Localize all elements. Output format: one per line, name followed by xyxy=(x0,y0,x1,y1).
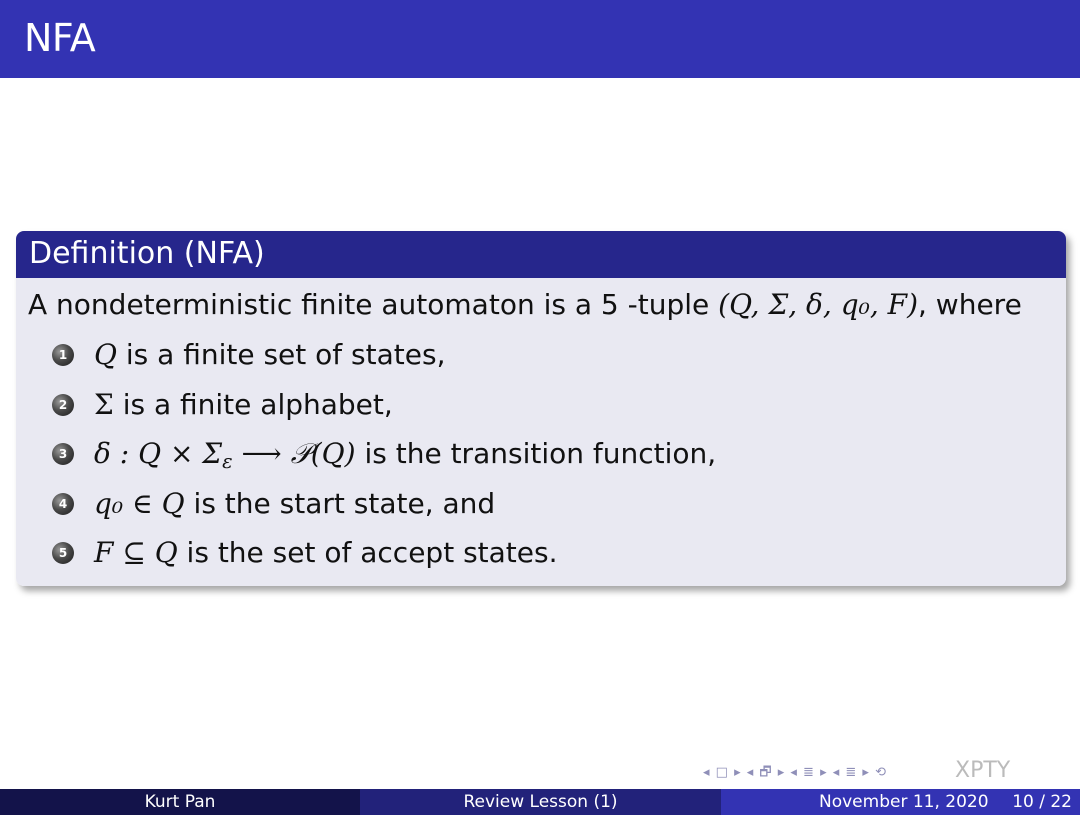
item-math: F ⊆ Q xyxy=(94,536,178,569)
item-math: q₀ ∈ Q xyxy=(94,487,185,520)
footer xyxy=(0,789,1080,815)
intro-prefix: A nondeterministic finite automaton is a 5 -tuple xyxy=(28,288,719,321)
item-math: Σ xyxy=(94,388,114,421)
definition-block xyxy=(16,231,1066,586)
definition-title: Definition (NFA) xyxy=(29,236,265,271)
item-text: is the transition function, xyxy=(355,437,717,470)
item-math: Q xyxy=(94,338,117,371)
footer-talk-title: Review Lesson (1) xyxy=(360,789,721,815)
item-text: is the set of accept states. xyxy=(177,536,558,569)
item-text: is a finite set of states, xyxy=(116,338,446,371)
beamer-navigation-icons[interactable]: ◂ □ ▸ ◂ 🗗 ▸ ◂ ≣ ▸ ◂ ≣ ▸ ⟲ xyxy=(703,765,887,780)
intro-tuple: (Q, Σ, δ, q₀, F) xyxy=(718,288,918,321)
page-number: 10 / 22 xyxy=(1012,792,1072,812)
slide-title: NFA xyxy=(24,16,96,60)
item-text: is a finite alphabet, xyxy=(113,388,393,421)
title-bar xyxy=(0,0,1080,78)
footer-date: November 11, 2020 xyxy=(819,792,989,812)
item-text: is the start state, and xyxy=(184,487,496,520)
item-number-badge: 3 xyxy=(52,443,74,465)
definition-intro xyxy=(28,288,1022,321)
intro-suffix: , where xyxy=(918,288,1022,321)
definition-header xyxy=(16,231,1066,278)
item-number-badge: 1 xyxy=(52,344,74,366)
item-number-badge: 5 xyxy=(52,542,74,564)
definition-body xyxy=(16,278,1066,586)
watermark: XPTY xyxy=(955,758,1011,783)
epsilon-subscript: ε xyxy=(222,449,233,473)
footer-author: Kurt Pan xyxy=(0,789,360,815)
item-number-badge: 4 xyxy=(52,493,74,515)
item-math: δ : $Q \times \Sigma_\varepsilon$ ⟶ 𝒫(Q) xyxy=(94,437,356,473)
item-number-badge: 2 xyxy=(52,394,74,416)
footer-right xyxy=(721,789,1080,815)
